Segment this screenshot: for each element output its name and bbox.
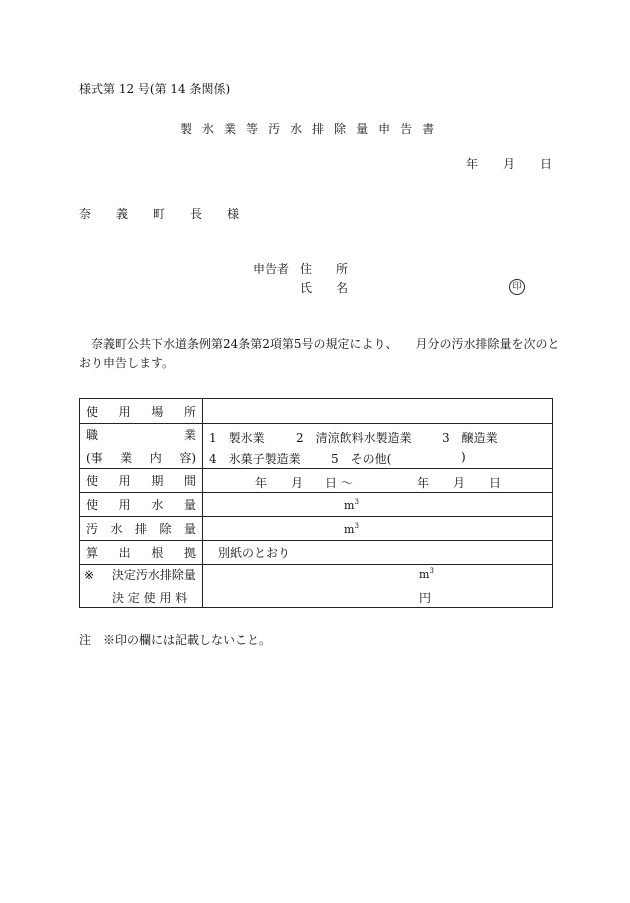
form-title	[180, 120, 434, 137]
table-row	[80, 424, 553, 469]
addressee-char: 義	[116, 207, 129, 221]
decided-fee-label: 決 定 使 用 料	[112, 591, 188, 605]
title-char: 業	[224, 122, 237, 136]
occupation-field[interactable]	[203, 424, 553, 469]
date-day: 日	[540, 157, 553, 171]
name-label-char: 名	[336, 281, 349, 295]
addressee-char: 町	[153, 207, 166, 221]
basis-field[interactable]: 別紙のとおり	[203, 541, 553, 565]
declaration-table	[79, 398, 553, 608]
form-number: 様式第 12 号(第 14 条関係)	[79, 82, 231, 96]
title-char: 水	[290, 122, 303, 136]
location-label-cell: 使 用 場 所	[80, 399, 203, 424]
table-row	[80, 399, 553, 424]
occupation-label-cell: 職 業 (事 業 内 容)	[80, 424, 203, 469]
body-text-line-2: おり申告します。	[79, 356, 175, 370]
addressee-char: 様	[227, 207, 240, 221]
decided-field: $m^3$ 円	[203, 565, 553, 608]
table-row	[80, 541, 553, 565]
date-year: 年	[466, 157, 479, 171]
footnote: 注 ※印の欄には記載しないこと。	[79, 633, 272, 647]
title-char: 汚	[268, 122, 281, 136]
seal-mark	[509, 278, 525, 295]
addressee	[79, 205, 239, 222]
address-label-char: 住	[300, 262, 313, 276]
usage-field[interactable]: $m^3$	[203, 493, 553, 517]
address-label-char: 所	[336, 262, 349, 276]
body-text-line-1: 奈義町公共下水道条例第24条第2項第5号の規定により、 月分の汚水排除量を次のと	[91, 337, 560, 351]
decided-label-cell	[80, 565, 203, 608]
title-char: 製	[180, 122, 193, 136]
occupation-other-close: )	[461, 449, 466, 464]
name-label-char: 氏	[300, 281, 313, 295]
title-char: 申	[378, 122, 391, 136]
occupation-option[interactable]: 3 醸造業	[442, 430, 498, 445]
applicant-label: 申告者	[253, 262, 290, 276]
location-field[interactable]	[203, 399, 553, 424]
discharge-field[interactable]: $m^3$	[203, 517, 553, 541]
title-char: 告	[400, 122, 413, 136]
reserved-mark: ※	[84, 568, 95, 582]
title-char: 氷	[202, 122, 215, 136]
basis-label-cell: 算 出 根 拠	[80, 541, 203, 565]
name-label	[300, 279, 348, 296]
title-char: 排	[312, 122, 325, 136]
discharge-label-cell: 汚 水 排 除 量	[80, 517, 203, 541]
submission-date	[466, 155, 552, 172]
usage-label-cell: 使 用 水 量	[80, 493, 203, 517]
table-row	[80, 565, 553, 608]
decided-discharge-label: 決定汚水排除量	[111, 568, 196, 582]
occupation-option[interactable]: 2 清涼飲料水製造業	[296, 430, 412, 445]
seal-icon: 印	[509, 279, 525, 295]
occupation-option[interactable]: 4 氷菓子製造業	[209, 451, 301, 466]
title-char: 書	[422, 122, 435, 136]
addressee-char: 長	[190, 207, 203, 221]
occupation-option[interactable]: 5 その他(	[331, 451, 392, 466]
title-char: 量	[356, 122, 369, 136]
title-char: 除	[334, 122, 347, 136]
address-label	[300, 260, 348, 277]
date-month: 月	[503, 157, 516, 171]
period-field[interactable]: 年 月 日 〜 年 月 日	[203, 469, 553, 493]
occupation-option[interactable]: 1 製氷業	[209, 430, 265, 445]
addressee-char: 奈	[79, 207, 92, 221]
period-label-cell: 使 用 期 間	[80, 469, 203, 493]
table-row	[80, 469, 553, 493]
title-char: 等	[246, 122, 259, 136]
table-row	[80, 517, 553, 541]
table-row	[80, 493, 553, 517]
